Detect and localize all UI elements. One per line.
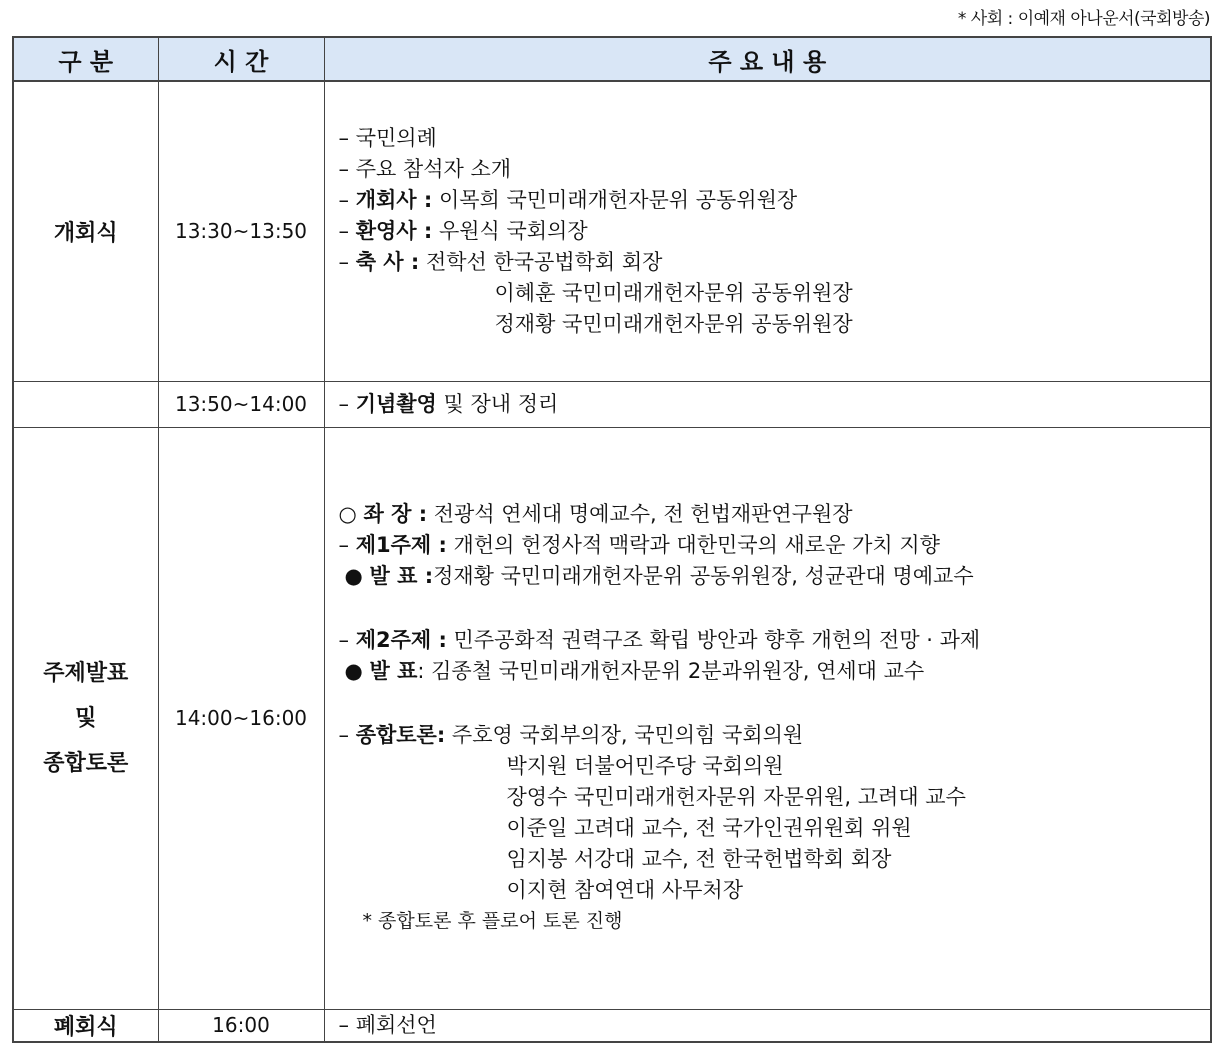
- moderator-note: * 사회 : 이예재 아나운서(국회방송): [957, 9, 1210, 29]
- panelist: 박지원 더불어민주당 국회의원: [506, 754, 784, 778]
- panelist: 이지현 참여연대 사무처장: [506, 878, 743, 902]
- topic2-line: – 제2주제 : 민주공화적 권력구조 확립 방안과 향후 개헌의 전망 · 과제: [338, 628, 981, 652]
- presentation-section: 주제발표 및 종합토론: [13, 427, 158, 1009]
- closing-content: – 폐회선언: [324, 1009, 1211, 1042]
- agenda-item: – 국민의례: [338, 125, 437, 150]
- program-table: [12, 36, 1212, 1043]
- header-section: 구 분: [13, 37, 158, 81]
- panelist: 임지봉 서강대 교수, 전 한국헌법학회 회장: [506, 847, 892, 871]
- presenter1-line: ● 발 표 :정재황 국민미래개헌자문위 공동위원장, 성균관대 명예교수: [344, 564, 974, 588]
- opening-content: [324, 81, 1211, 381]
- header-time: 시 간: [158, 37, 324, 81]
- agenda-item: – 환영사 : 우원식 국회의장: [338, 218, 588, 243]
- agenda-item: – 축 사 : 전학선 한국공법학회 회장: [338, 249, 663, 274]
- congratulator-continuation: 이혜훈 국민미래개헌자문위 공동위원장: [494, 280, 853, 305]
- opening-time: 13:30~13:50: [158, 81, 324, 381]
- photo-time: 13:50~14:00: [158, 381, 324, 427]
- agenda-item: – 주요 참석자 소개: [338, 156, 512, 181]
- presentation-time: 14:00~16:00: [158, 427, 324, 1009]
- panelist: 장영수 국민미래개헌자문위 자문위원, 고려대 교수: [506, 785, 966, 809]
- photo-row: [13, 381, 1211, 427]
- opening-section: 개회식: [13, 81, 158, 381]
- photo-section: [13, 381, 158, 427]
- closing-row: [13, 1009, 1211, 1042]
- presentation-content: [324, 427, 1211, 1009]
- chair-line: ○ 좌 장 : 전광석 연세대 명예교수, 전 헌법재판연구원장: [338, 502, 853, 526]
- closing-time: 16:00: [158, 1009, 324, 1042]
- photo-content: – 기념촬영 및 장내 정리: [324, 381, 1211, 427]
- agenda-item: – 개회사 : 이목희 국민미래개헌자문위 공동위원장: [338, 187, 798, 212]
- topic1-line: – 제1주제 : 개헌의 헌정사적 맥락과 대한민국의 새로운 가치 지향: [338, 533, 940, 557]
- congratulator-continuation: 정재황 국민미래개헌자문위 공동위원장: [494, 311, 853, 336]
- header-row: [13, 37, 1211, 81]
- panelist: 이준일 고려대 교수, 전 국가인권위원회 위원: [506, 816, 912, 840]
- closing-section: 폐회식: [13, 1009, 158, 1042]
- opening-row: [13, 81, 1211, 381]
- floor-note: * 종합토론 후 플로어 토론 진행: [362, 910, 623, 932]
- presenter2-line: ● 발 표: 김종철 국민미래개헌자문위 2분과위원장, 연세대 교수: [344, 659, 925, 683]
- discussion-line: – 종합토론: 주호영 국회부의장, 국민의힘 국회의원: [338, 723, 804, 747]
- presentation-row: [13, 427, 1211, 1009]
- header-content: 주 요 내 용: [324, 37, 1211, 81]
